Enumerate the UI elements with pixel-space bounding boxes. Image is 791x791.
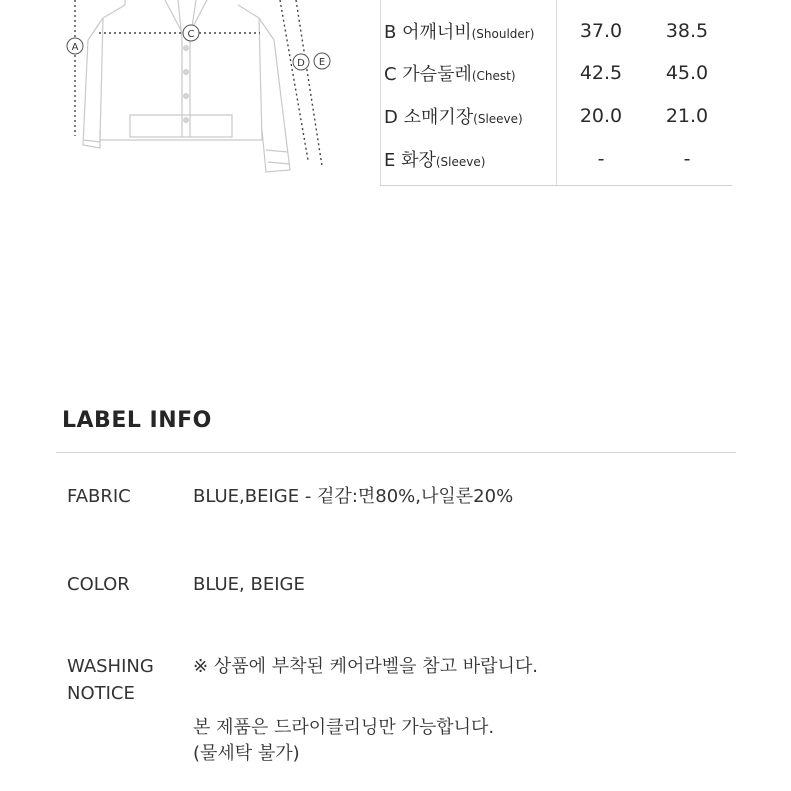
cardigan-body-outline [100,0,262,140]
right-cuff [266,150,290,164]
right-sleeve-outline [259,18,290,172]
measure-line-e [296,0,322,166]
marker-d-label: D [297,58,305,69]
label-info-title: LABEL INFO [62,408,212,433]
button-2 [183,69,189,75]
size-value-1: - [597,148,605,170]
placket [178,0,196,137]
size-row-sleeve-total [380,138,732,180]
washing-line-3: (물세탁 불가) [193,743,300,764]
fabric-label: FABRIC [67,486,131,507]
marker-a-label: A [71,42,79,53]
size-row-name: C 가슴둘레(Chest) [384,64,516,85]
left-cuff [84,140,100,142]
washing-line-2: 본 제품은 드라이클리닝만 가능합니다. [193,717,495,738]
hem-rib [130,115,232,137]
cardigan-size-diagram [0,0,380,200]
measure-line-d [280,0,308,160]
washing-label-line-2: NOTICE [67,683,135,704]
button-3 [183,93,189,99]
marker-e-label: E [318,57,326,68]
size-value-2: - [683,148,691,170]
size-row-name: E 화장(Sleeve) [384,150,486,171]
button-4 [183,117,189,123]
washing-label-line-1: WASHING [67,656,154,677]
label-info-divider [56,452,736,453]
size-value-1: 42.5 [579,62,623,84]
color-value: BLUE, BEIGE [193,574,305,595]
size-value-2: 38.5 [665,20,709,42]
washing-notice-label [67,653,154,707]
size-row-shoulder [380,10,732,52]
button-1 [183,45,189,51]
washing-line-1: ※ 상품에 부착된 케어라벨을 참고 바랍니다. [193,656,539,677]
table-bottom-rule [380,185,732,186]
size-row-sleeve-length [380,95,732,137]
size-row-chest [380,52,732,94]
size-row-name: D 소매기장(Sleeve) [384,107,523,128]
fabric-value: BLUE,BEIGE - 겉감:면80%,나일론20% [193,486,514,507]
size-value-2: 45.0 [665,62,709,84]
size-value-1: 37.0 [579,20,623,42]
size-value-1: 20.0 [579,105,623,127]
size-value-2: 21.0 [665,105,709,127]
color-label: COLOR [67,574,130,595]
size-table [380,0,732,186]
size-row-name: B 어깨너비(Shoulder) [384,22,535,43]
marker-c-label: C [187,29,195,40]
